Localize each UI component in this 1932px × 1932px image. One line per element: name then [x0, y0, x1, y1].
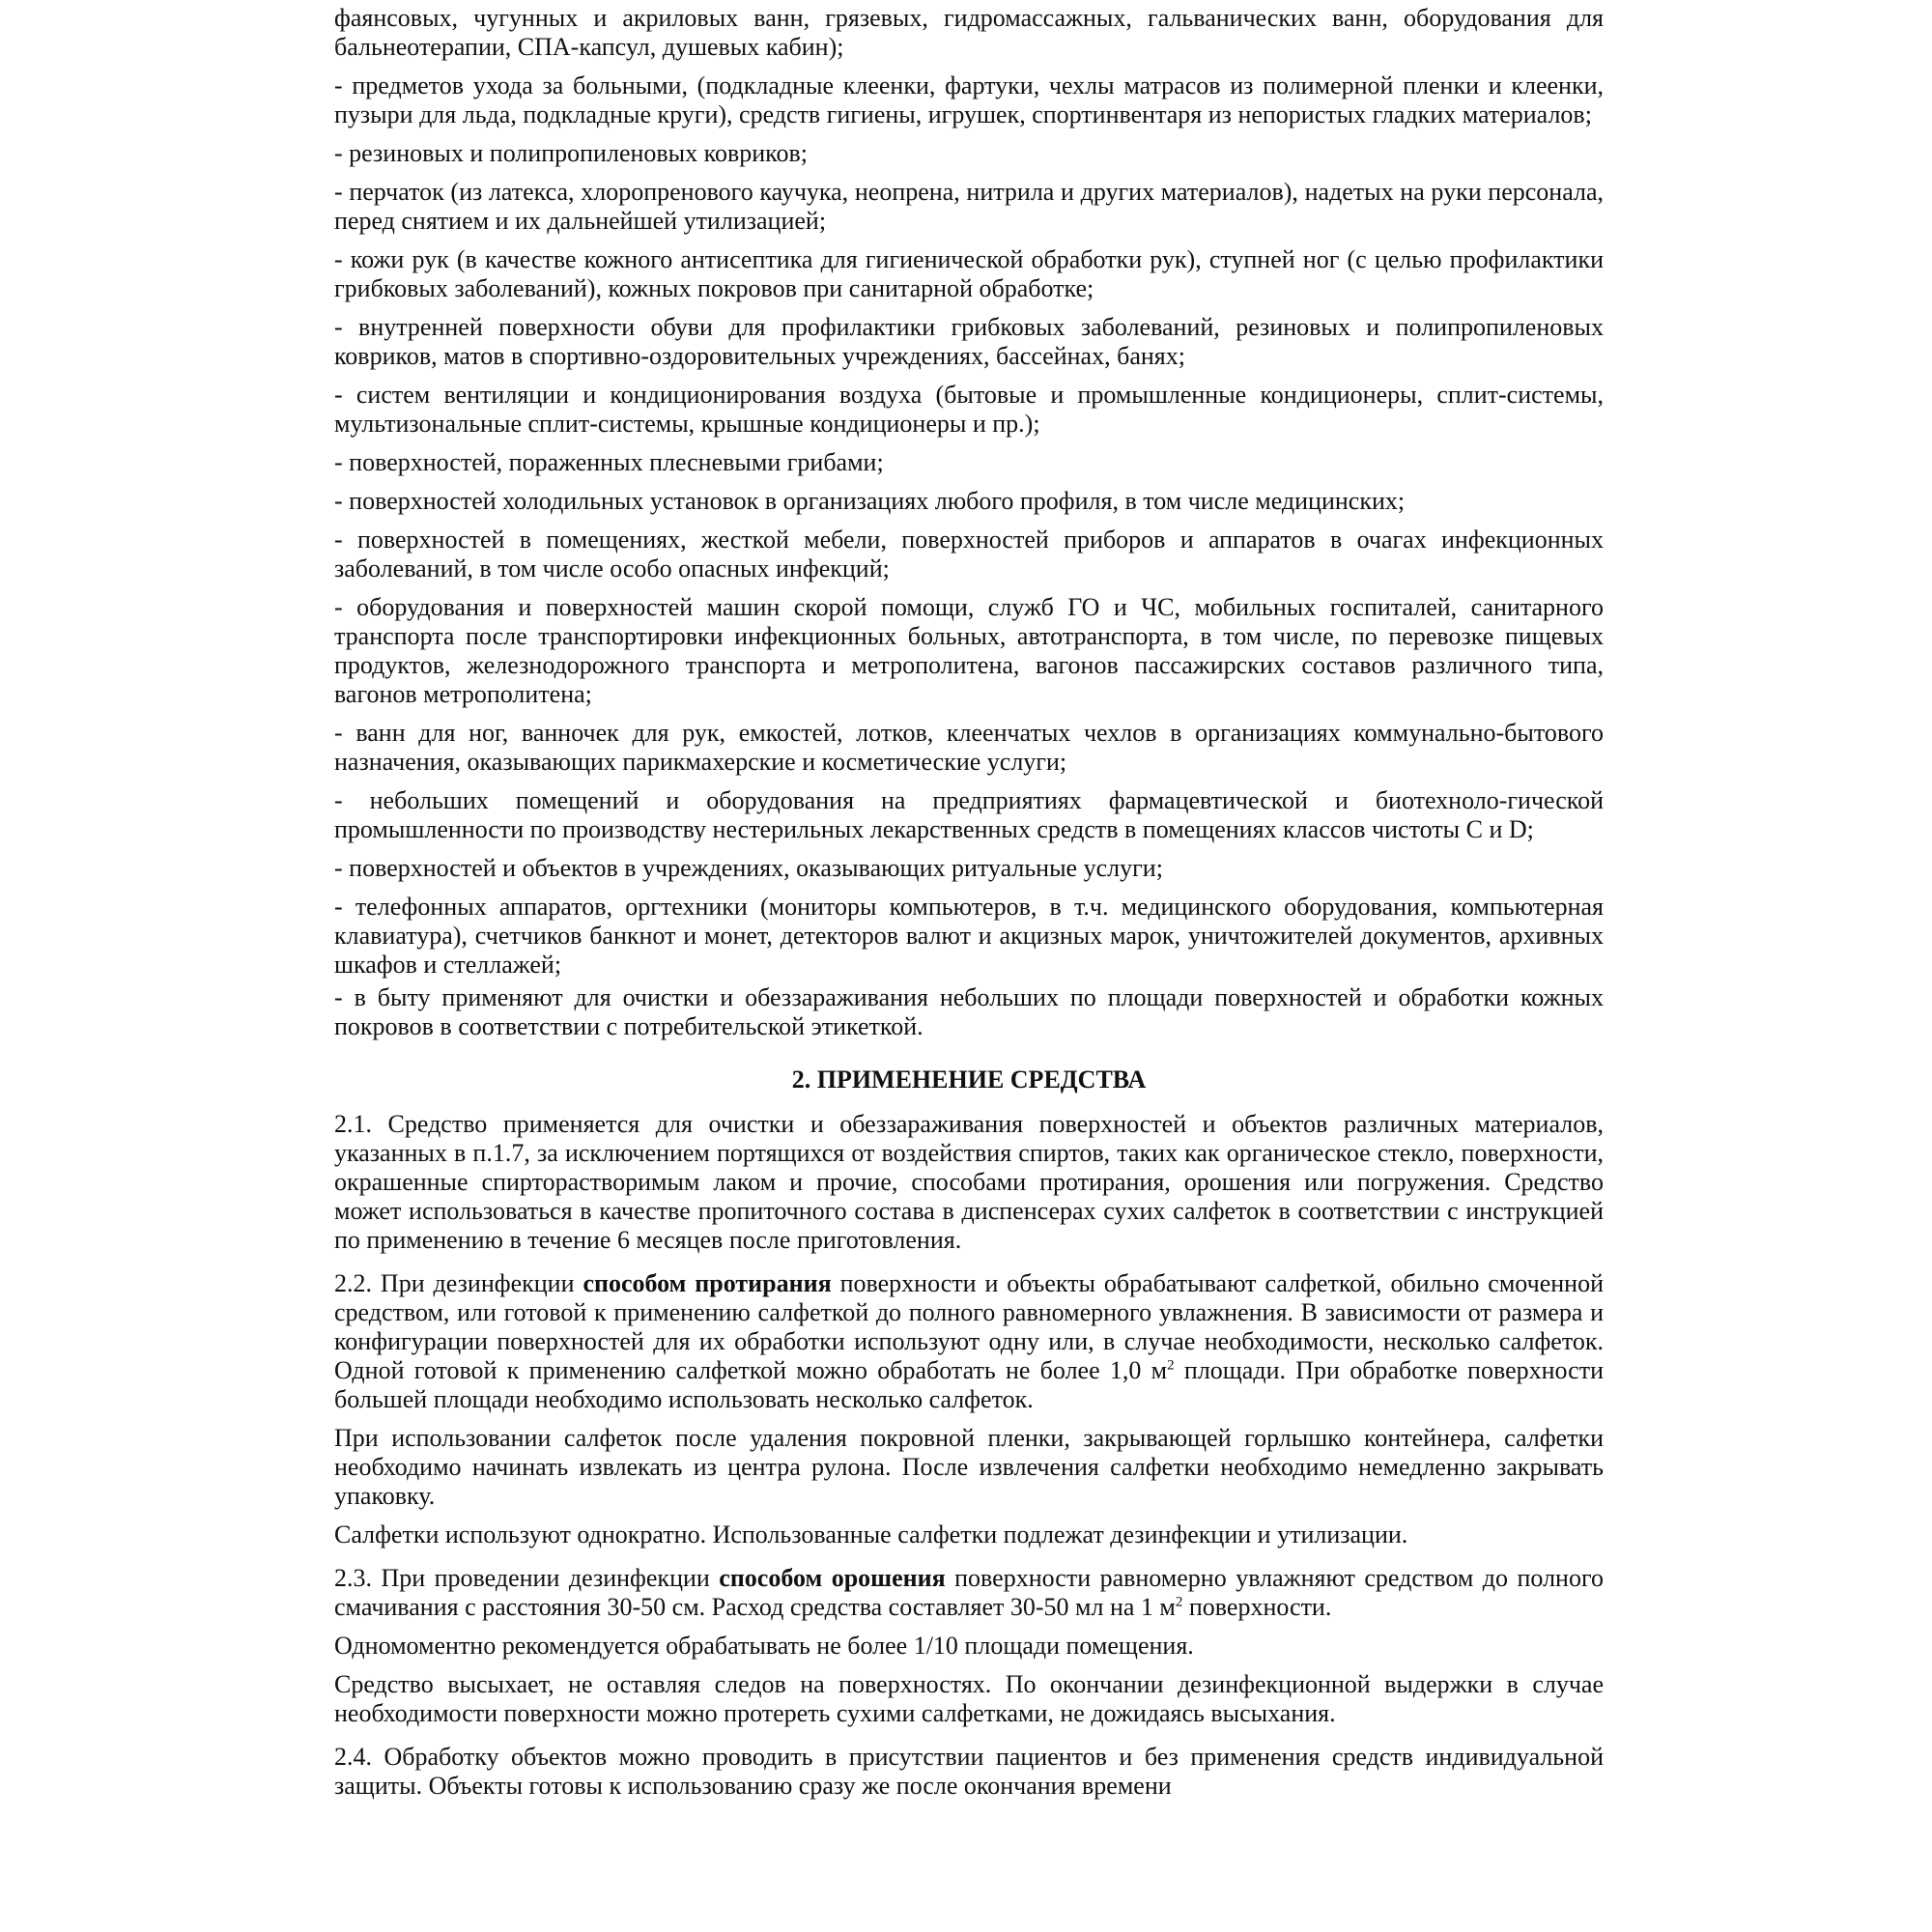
document-page: [334, 4, 1604, 1810]
paragraph-2-3: [334, 1564, 1604, 1622]
list-item: - предметов ухода за больными, (подкладные клеенки, фартуки, чехлы матрасов из полимерной пленки и клеенки, пузыри для льда, подкладные круги), средств гигиены, игрушек, спортинвентаря из непористых гладких материалов;: [334, 71, 1604, 128]
paragraph-2-4: 2.4. Обработку объектов можно проводить в присутствии пациентов и без применения средств индивидуальной защиты. Объекты готовы к использованию сразу же после окончания времени: [334, 1743, 1604, 1800]
bold-term: способом орошения: [719, 1564, 946, 1592]
text: площади. При обработке поверхности большей площади необходимо использовать несколько салфеток.: [334, 1356, 1604, 1413]
list-item: - поверхностей в помещениях, жесткой мебели, поверхностей приборов и аппаратов в очагах инфекционных заболеваний, в том числе особо опасных инфекций;: [334, 526, 1604, 582]
paragraph-2-2: [334, 1269, 1604, 1414]
list-item: - кожи рук (в качестве кожного антисептика для гигиенической обработки рук), ступней ног (с целью профилактики грибковых заболеваний), кожных покровов при санитарной обработке;: [334, 245, 1604, 302]
list-item: - поверхностей холодильных установок в организациях любого профиля, в том числе медицинских;: [334, 487, 1406, 515]
list-item: - поверхностей, пораженных плесневыми грибами;: [334, 448, 884, 476]
list-item: - внутренней поверхности обуви для профилактики грибковых заболеваний, резиновых и полипропиленовых ковриков, матов в спортивно-оздоровительных учреждениях, бассейнах, банях;: [334, 313, 1604, 370]
list-item: - в быту применяют для очистки и обеззараживания небольших по площади поверхностей и обработки кожных покровов в соответствии с потребительской этикеткой.: [334, 983, 1604, 1040]
paragraph: Одномоментно рекомендуется обрабатывать не более 1/10 площади помещения.: [334, 1632, 1194, 1660]
paragraph: Салфетки используют однократно. Использованные салфетки подлежат дезинфекции и утилизации.: [334, 1520, 1408, 1548]
superscript: 2: [1167, 1357, 1175, 1374]
list-item: - оборудования и поверхностей машин скорой помощи, служб ГО и ЧС, мобильных госпиталей, санитарного транспорта после транспортировки инфекционных больных, автотранспорта, в том числе, по перевозке пищевых продуктов, железнодорожного транспорта и метрополитена, вагонов пассажирских составов различного типа, вагонов метрополитена;: [334, 593, 1604, 708]
paragraph: Средство высыхает, не оставляя следов на поверхностях. По окончании дезинфекционной выдержки в случае необходимости поверхности можно протереть сухими салфетками, не дожидаясь высыхания.: [334, 1670, 1604, 1727]
text: поверхности равномерно увлажняют средством до полного смачивания с расстояния 30-50 см. Расход средства составляет 30-50 мл на 1 м: [334, 1564, 1604, 1621]
list-item: - перчаток (из латекса, хлоропренового каучука, неопрена, нитрила и других материалов), надетых на руки персонала, перед снятием и их дальнейшей утилизацией;: [334, 178, 1604, 235]
list-item: - небольших помещений и оборудования на предприятиях фармацевтической и биотехноло-гической промышленности по производству нестерильных лекарственных средств в помещениях классов чистоты С и D;: [334, 786, 1604, 843]
text: поверхности и объекты обрабатывают салфеткой, обильно смоченной средством, или готовой к применению салфеткой до полного равномерного увлажнения. В зависимости от размера и конфигурации поверхностей для их обработки используют одну или, в случае необходимости, несколько салфеток. Одной готовой к применению салфеткой можно обработать не более 1,0 м: [334, 1269, 1604, 1384]
text: 2.3. При проведении дезинфекции: [334, 1564, 720, 1592]
paragraph-2-1: 2.1. Средство применяется для очистки и обеззараживания поверхностей и объектов различных материалов, указанных в п.1.7, за исключением портящихся от воздействия спиртов, таких как органическое стекло, поверхности, окрашенные спирторастворимым лаком и прочие, способами протирания, орошения или погружения. Средство может использоваться в качестве пропиточного состава в диспенсерах сухих салфеток в соответствии с инструкцией по применению в течение 6 месяцев после приготовления.: [334, 1110, 1604, 1254]
text: 2.2. При дезинфекции: [334, 1269, 583, 1297]
list-item: фаянсовых, чугунных и акриловых ванн, грязевых, гидромассажных, гальванических ванн, оборудования для бальнеотерапии, СПА-капсул, душевых кабин);: [334, 4, 1604, 61]
list-item: - ванн для ног, ванночек для рук, емкостей, лотков, клеенчатых чехлов в организациях коммунально-бытового назначения, оказывающих парикмахерские и косметические услуги;: [334, 719, 1604, 776]
list-item: - систем вентиляции и кондиционирования воздуха (бытовые и промышленные кондиционеры, сплит-системы, мультизональные сплит-системы, крышные кондиционеры и пр.);: [334, 381, 1604, 438]
list-item: - резиновых и полипропиленовых ковриков;: [334, 139, 808, 167]
text: поверхности.: [1182, 1593, 1332, 1621]
bold-term: способом протирания: [582, 1269, 832, 1297]
list-item: - поверхностей и объектов в учреждениях, оказывающих ритуальные услуги;: [334, 854, 1163, 882]
list-item: - телефонных аппаратов, оргтехники (мониторы компьютеров, в т.ч. медицинского оборудования, компьютерная клавиатура), счетчиков банкнот и монет, детекторов валют и акцизных марок, уничтожителей документов, архивных шкафов и стеллажей;: [334, 893, 1604, 979]
paragraph: При использовании салфеток после удаления покровной пленки, закрывающей горлышко контейнера, салфетки необходимо начинать извлекать из центра рулона. После извлечения салфетки необходимо немедленно закрывать упаковку.: [334, 1424, 1604, 1510]
section-heading: 2. ПРИМЕНЕНИЕ СРЕДСТВА: [791, 1065, 1147, 1094]
superscript: 2: [1175, 1594, 1183, 1610]
